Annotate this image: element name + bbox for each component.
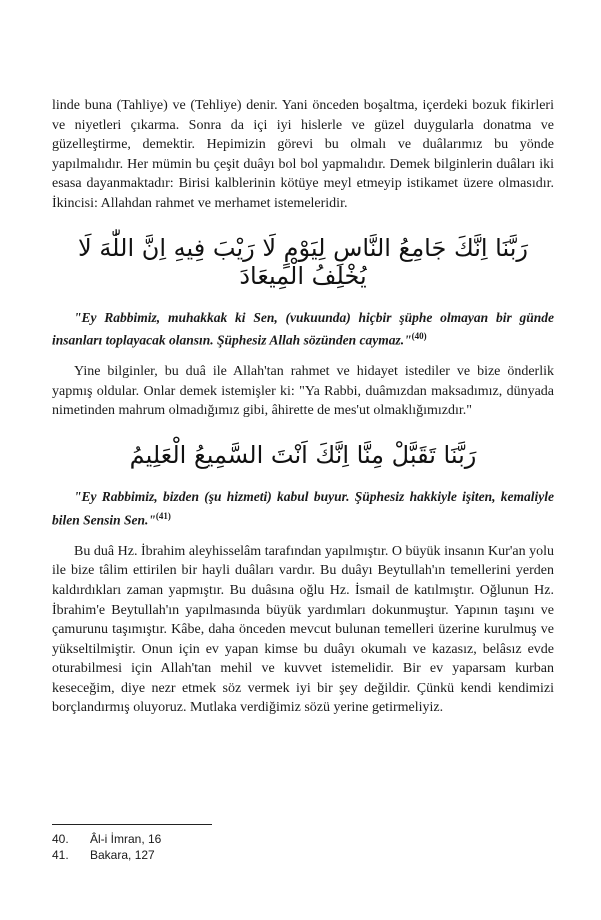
footnote-41 xyxy=(52,847,352,863)
footnotes xyxy=(52,824,352,863)
footnote-number: 41. xyxy=(52,848,69,862)
arabic-verse-2: رَبَّنَا تَقَبَّلْ مِنَّا اِنَّكَ اَنْتَ السَّمِيعُ الْعَلِيمُ xyxy=(129,441,477,470)
footnote-text: Bakara, 127 xyxy=(90,848,155,862)
quote-2-text: "Ey Rabbimiz, bizden (şu hizmeti) kabul buyur. Şüphesiz hakkiyle işiten, kemaliyle bilen Sensin Sen." xyxy=(52,489,554,528)
quote-translation-1 xyxy=(52,308,554,351)
arabic-verse-1: رَبَّنَا اِنَّكَ جَامِعُ النَّاسِ لِيَوْمٍ لَا رَيْبَ فِيهِ اِنَّ اللّٰهَ لَا يُخْلِفُ الْمِيعَادَ xyxy=(78,233,528,290)
paragraph-intro: linde buna (Tahliye) ve (Tehliye) denir. Yani önceden boşaltma, içerdeki bozuk fikirleri ve niyetleri çıkarma. Sonra da içi iyi hislerle ve güzel duygularla donatma ve güzelleştirme, demektir. Hepimizin görevi bu olmalı ve duâlarımız bu yönde yapılmalıdır. Her mümin bu çeşit duâyı bol bol yapmalıdır. Demek bilginlerin duâları iki esasa dayanmaktadır: Birisi kalblerinin kötüye meyl etmeyip istikamet üzere olmasıdır. İkincisi: Allahdan rahmet ve merhamet istemeleridir. xyxy=(52,98,554,211)
quote-translation-2 xyxy=(52,487,554,530)
footnote-divider xyxy=(52,824,212,825)
footnote-number: 40. xyxy=(52,832,69,846)
footnote-ref-40: (40) xyxy=(411,331,427,342)
page-body xyxy=(52,96,554,718)
footnote-text: Âl-i İmran, 16 xyxy=(90,832,162,846)
footnote-ref-41: (41) xyxy=(155,510,171,521)
quote-1-text: "Ey Rabbimiz, muhakkak ki Sen, (vukuunda) hiçbir şüphe olmayan bir günde insanları toplayacak olansın. Şüphesiz Allah sözünden caymaz." xyxy=(52,309,554,348)
paragraph-scholars: Yine bilginler, bu duâ ile Allah'tan rahmet ve hidayet istediler ve bize önderlik yapmış oldular. Onlar demek istemişler ki: "Ya Rabbi, duâmızdan maksadımız, dünyada nimetinden mahrum olmadığımız gibi, âhirette de mes'ut olmaklığımızdır." xyxy=(52,364,554,419)
footnote-40 xyxy=(52,831,352,847)
paragraph-ibrahim: Bu duâ Hz. İbrahim aleyhisselâm tarafından yapılmıştır. O büyük insanın Kur'an yolu ile bize tâlim ettirilen bir hayli duâları vardır. Bu duâyı Beytullah'ın temellerini yerden kaldırdıkları zaman yapmıştır. Bu duâsına oğlu Hz. İsmail de katılmıştır. Oğlunun Hz. İbrahim'e Beytullah'ın yapılmasında büyük yardımları dokunmuştur. Yapının taşını ve çamurunu taşımıştır. Kâbe, daha önceden mevcut bulunan temelleri üzerine kurulmuş ve yükseltilmiştir. Onun için ev yapan kimse bu duâyı okumalı ve kazasız, belâsız evde oturabilmesi için Allah'tan mehil ve kuvvet istemelidir. Bir ev yaparsam kurban keseceğim, diye nezr etmek söz vermek iyi bir şey değildir. Çünkü kendi kendimizi borçlandırmış oluyoruz. Mutlaka verdiğimiz sözü yerine getirmeliyiz. xyxy=(52,543,554,716)
